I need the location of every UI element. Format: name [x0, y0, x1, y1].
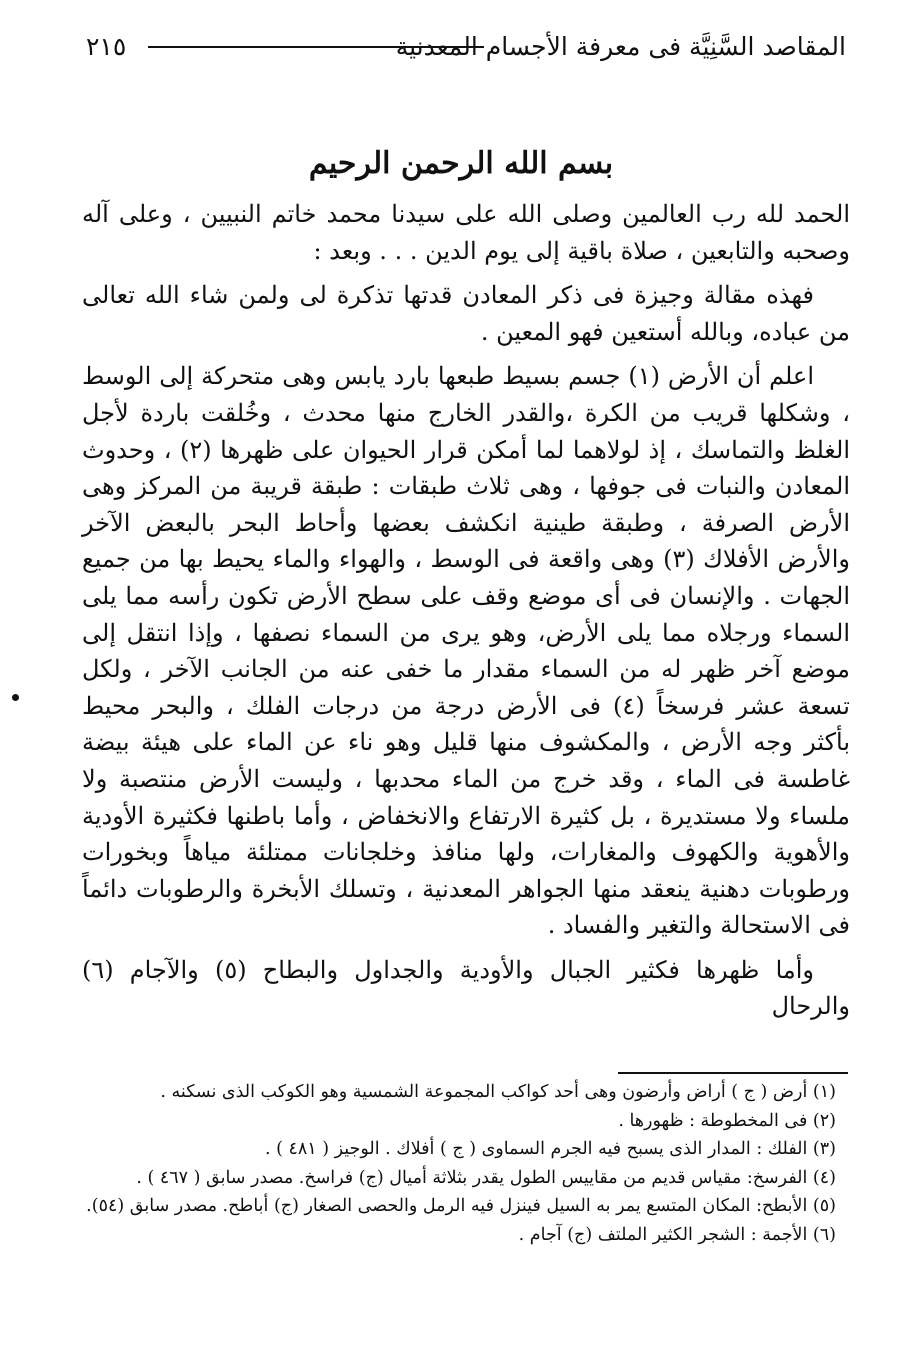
- footnote-5: (٥) الأبطح: المكان المتسع يمر به السيل فينزل فيه الرمل والحصى الصغار (ج) أباطح. مصدر سابق (٥٤).: [86, 1196, 836, 1217]
- paragraph-opening: الحمد لله رب العالمين وصلى الله على سيدنا محمد خاتم النبيين ، وعلى آله وصحبه والتابعين ، صلاة باقية إلى يوم الدين . . . وبعد :: [82, 200, 850, 265]
- paragraph-surface: وأما ظهرها فكثير الجبال والأودية والجداول والبطاح (٥) والآجام (٦) والرحال: [82, 955, 850, 1021]
- footnote-rule: [618, 1072, 848, 1074]
- footnotes: [82, 1078, 850, 1250]
- basmala-heading: بسم الله الرحمن الرحيم: [308, 146, 614, 181]
- footnote-4: (٤) الفرسخ: مقياس قديم من مقاييس الطول يقدر بثلاثة أميال (ج) فراسخ. مصدر سابق ( ٤٦٧ ) .: [136, 1167, 836, 1188]
- margin-dot: [12, 694, 19, 701]
- paragraph-earth: اعلم أن الأرض (١) جسم بسيط طبعها بارد يابس وهى متحركة إلى الوسط ، وشكلها قريب من الكرة ،والقدر الخارج منها محدث ، وخُلقت باردة لأجل الغلظ والتماسك ، إذ لولاهما لما أمكن قرار الحيوان على ظهرها (٢) ، وحدوث المعادن والنبات فى جوفها ، وهى ثلاث طبقات : طبقة قريبة من المركز وهى الأرض الصرفة ، وطبقة طينية انكشف بعضها وأحاط البحر بالبعض الآخر والأرض الأفلاك (٣) وهى واقعة فى الوسط ، والهواء والماء يحيط بها من جميع الجهات . والإنسان فى أى موضع وقف على سطح الأرض تكون رأسه مما يلى السماء ورجلاه مما يلى الأرض، وهو يرى من السماء نصفها ، وإذا انتقل إلى موضع آخر ظهر له من السماء مقدار ما خفى عنه من الجانب الآخر ، ولكل تسعة عشر فرسخاً (٤) فى الأرض درجة من درجات الفلك ، والبحر محيط بأكثر وجه الأرض ، والمكشوف منها قليل وهو ناء عن الماء على هيئة بيضة غاطسة فى الماء ، وقد خرج من الماء محدبها ، وليست الأرض منتصبة ولا ملساء ولا مستديرة ، بل كثيرة الارتفاع والانخفاض ، وأما باطنها فكثيرة الأودية والأهوية والكهوف والمغارات، ولها منافذ وخلجانات ممتلئة مياهاً وبخورات ورطوبات دهنية ينعقد منها الجواهر المعدنية ، وتسلك الأبخرة والرطوبات دائماً فى الاستحالة والتغير والفساد .: [82, 362, 851, 940]
- paragraph-intro: فهذه مقالة وجيزة فى ذكر المعادن قدتها تذكرة لى ولمن شاء الله تعالى من عباده، وبالله أستعين فهو المعين .: [82, 281, 850, 346]
- footnote-3: (٣) الفلك : المدار الذى يسبح فيه الجرم السماوى ( ج ) أفلاك . الوجيز ( ٤٨١ ) .: [264, 1139, 836, 1160]
- footnote-1: (١) أرض ( ج ) أراض وأرضون وهى أحد كواكب المجموعة الشمسية وهو الكوكب الذى نسكنه .: [160, 1082, 836, 1102]
- page-number: ٢١٥: [86, 32, 127, 61]
- footnote-2: (٢) فى المخطوطة : ظهورها .: [618, 1110, 836, 1131]
- footnote-6: (٦) الأجمة : الشجر الكثير الملتف (ج) آجام .: [518, 1224, 836, 1245]
- running-title: المقاصد السَّنِيَّة فى معرفة الأجسام المعدنية: [395, 32, 846, 61]
- running-header: [86, 28, 846, 68]
- body-text: [82, 196, 850, 1033]
- header-rule: [148, 46, 484, 48]
